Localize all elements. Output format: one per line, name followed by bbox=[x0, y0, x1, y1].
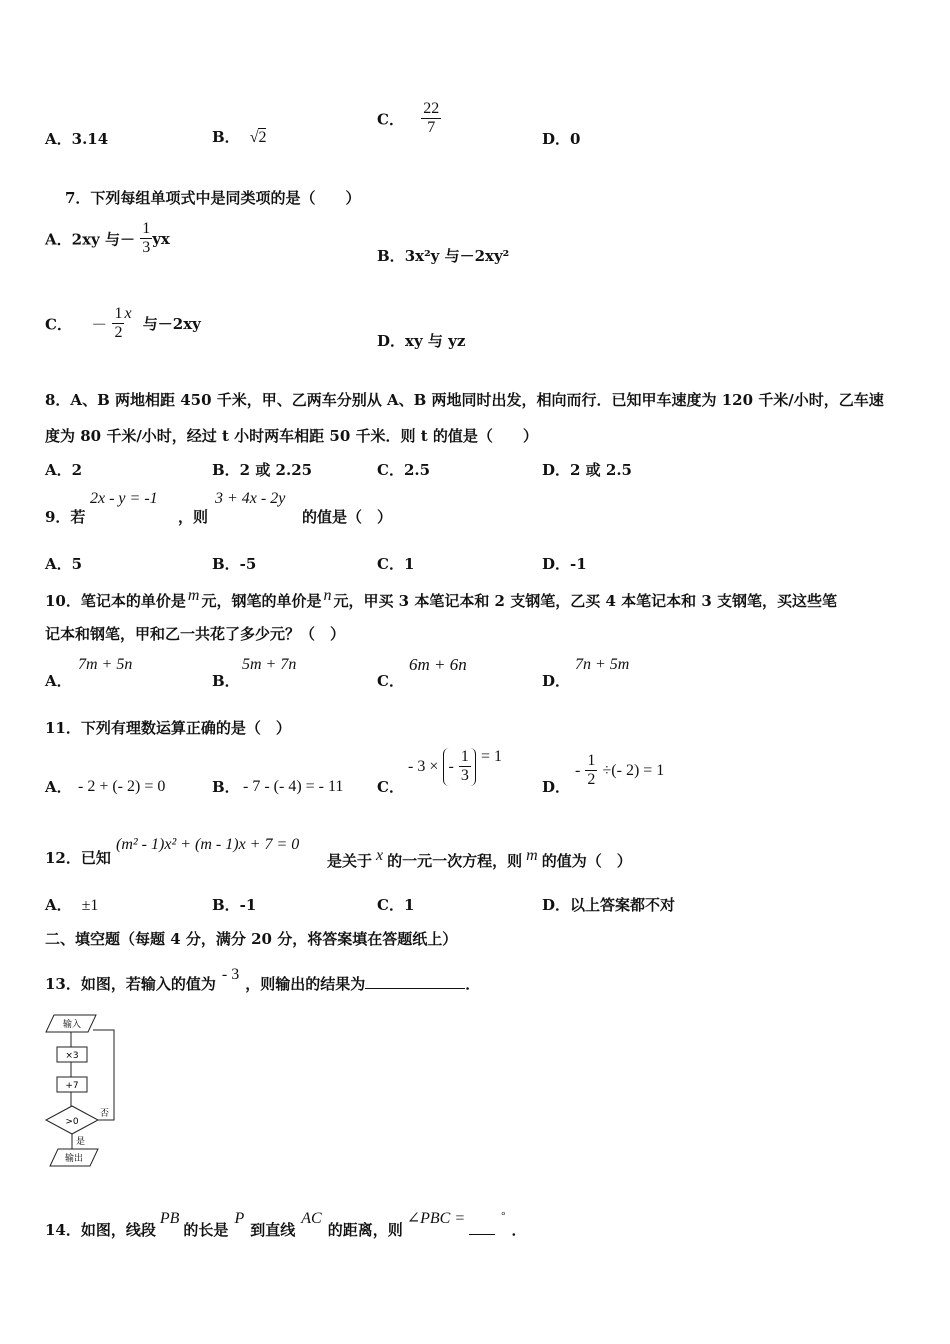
q8-option-a: A．2 bbox=[45, 461, 83, 479]
q9-option-d: D．-1 bbox=[542, 555, 587, 573]
q11-option-b: - 7 - (- 4) = - 11 bbox=[243, 778, 344, 795]
q10-option-d-label: D． bbox=[542, 672, 571, 690]
flowchart-condition-label: >0 bbox=[65, 1117, 79, 1127]
q11-option-d-label: D． bbox=[542, 778, 571, 796]
q13-stem: 13．如图，若输入的值为- 3，则输出的结果为 ． bbox=[45, 966, 481, 993]
fraction: $\frac{1}{3}$ bbox=[142, 220, 151, 257]
flowchart-input-label: 输入 bbox=[62, 1020, 82, 1030]
q10-stem-line1: 10．笔记本的单价是 m 元，钢笔的单价是 n 元，甲买 3 本笔记本和 2 支钢笔，乙买 4 本笔记本和 3 支钢笔，买这些笔 bbox=[45, 587, 837, 610]
flowchart-condition-diamond bbox=[46, 1106, 98, 1134]
q12-equation: (m² - 1)x² + (m - 1)x + 7 = 0 bbox=[116, 836, 300, 853]
flowchart-add-box bbox=[57, 1077, 87, 1092]
q6-option-b: B． √2 bbox=[212, 128, 267, 146]
fraction: $\frac{1}{2}$ bbox=[114, 305, 123, 342]
q10-option-a: 7m + 5n bbox=[78, 656, 133, 673]
q12-option-a: A． ±1 bbox=[45, 896, 99, 914]
flowchart-output-box bbox=[50, 1149, 98, 1166]
flowchart-input-box bbox=[46, 1015, 96, 1032]
q6-option-a: A．3.14 bbox=[45, 130, 109, 148]
q10-option-c-label: C． bbox=[377, 672, 404, 690]
q8-stem-line2: 度为 80 千米/小时，经过 t 小时两车相距 50 千米．则 t 的值是（ ） bbox=[45, 427, 538, 445]
flowchart-no-label: 否 bbox=[100, 1109, 110, 1119]
flowchart-yes-label: 是 bbox=[76, 1137, 86, 1147]
q12-option-b: B．-1 bbox=[212, 896, 257, 914]
q10-option-b: 5m + 7n bbox=[242, 656, 297, 673]
q9-suffix: 的值是（ ） bbox=[302, 508, 393, 526]
q7-option-d: D．xy 与 yz bbox=[377, 332, 466, 350]
flowchart-multiply-box bbox=[57, 1047, 87, 1062]
flowchart-add-label: +7 bbox=[65, 1081, 79, 1091]
q10-option-b-label: B． bbox=[212, 672, 240, 690]
q10-stem-line2: 记本和钢笔，甲和乙一共花了多少元？（ ） bbox=[45, 625, 346, 643]
q7-option-b: B．3x²y 与－2xy² bbox=[377, 247, 510, 265]
q9-prefix: 9．若 bbox=[45, 508, 86, 526]
q11-stem: 11．下列有理数运算正确的是（ ） bbox=[45, 719, 291, 737]
flowchart-loop-back-arrow bbox=[93, 1030, 114, 1120]
q11-option-a: - 2 + (- 2) = 0 bbox=[78, 778, 166, 795]
q8-option-c: C．2.5 bbox=[377, 461, 431, 479]
fraction: $\frac{22}{7}$ bbox=[423, 100, 440, 137]
fraction: $\frac{1}{3}$ bbox=[460, 748, 469, 785]
q7-stem: 7．下列每组单项式中是同类项的是（ ） bbox=[65, 189, 361, 207]
q6-option-c: C． $\frac{22}{7}$ bbox=[377, 100, 440, 137]
q12-option-c: C．1 bbox=[377, 896, 415, 914]
q8-option-d: D．2 或 2.5 bbox=[542, 461, 632, 479]
q9-condition-expr: 2x - y = -1 bbox=[90, 490, 158, 507]
q10-option-c: 6m + 6n bbox=[409, 655, 467, 674]
q14-stem: 14．如图，线段PB的长是P到直线AC的距离，则∠PBC = °． bbox=[45, 1210, 527, 1239]
section-2-title: 二、填空题（每题 4 分，满分 20 分，将答案填在答题纸上） bbox=[45, 930, 458, 948]
q10-option-a-label: A． bbox=[45, 672, 72, 690]
fraction: $\frac{1}{2}$ bbox=[587, 752, 596, 789]
q12-prefix: 12．已知 bbox=[45, 849, 111, 867]
q11-option-b-label: B． bbox=[212, 778, 240, 796]
q11-option-c: - 3 × - $\frac{1}{3}$ = 1 bbox=[408, 748, 502, 785]
q7-option-a: A．2xy 与－ $\frac{1}{3}$ yx bbox=[45, 220, 170, 257]
q7-option-c: C． － $\frac{1}{2}$ x 与－2xy bbox=[45, 305, 201, 342]
flowchart-output-label: 输出 bbox=[64, 1154, 84, 1164]
q11-option-c-label: C． bbox=[377, 778, 404, 796]
q8-stem-line1: 8．A、B 两地相距 450 千米，甲、乙两车分别从 A、B 两地同时出发，相向而行．已知甲车速度为 120 千米/小时，乙车速 bbox=[45, 391, 884, 409]
q8-option-b: B．2 或 2.25 bbox=[212, 461, 313, 479]
q12-option-d: D．以上答案都不对 bbox=[542, 896, 676, 914]
q9-target-expr: 3 + 4x - 2y bbox=[215, 490, 286, 507]
flowchart-multiply-label: ×3 bbox=[65, 1051, 79, 1061]
q9-option-b: B．-5 bbox=[212, 555, 257, 573]
flowchart bbox=[40, 1008, 130, 1170]
paren-group: - $\frac{1}{3}$ bbox=[443, 748, 475, 786]
q11-option-a-label: A． bbox=[45, 778, 72, 796]
q12-stem-text: 是关于 x 的一元一次方程，则 m 的值为（ ） bbox=[327, 847, 632, 870]
q9-option-a: A．5 bbox=[45, 555, 83, 573]
q10-option-d: 7n + 5m bbox=[575, 656, 630, 673]
q9-option-c: C．1 bbox=[377, 555, 415, 573]
q9-middle-text: ，则 bbox=[178, 508, 209, 526]
q6-option-d: D．0 bbox=[542, 130, 581, 148]
q11-option-d: - $\frac{1}{2}$ ÷(- 2) = 1 bbox=[575, 752, 665, 789]
